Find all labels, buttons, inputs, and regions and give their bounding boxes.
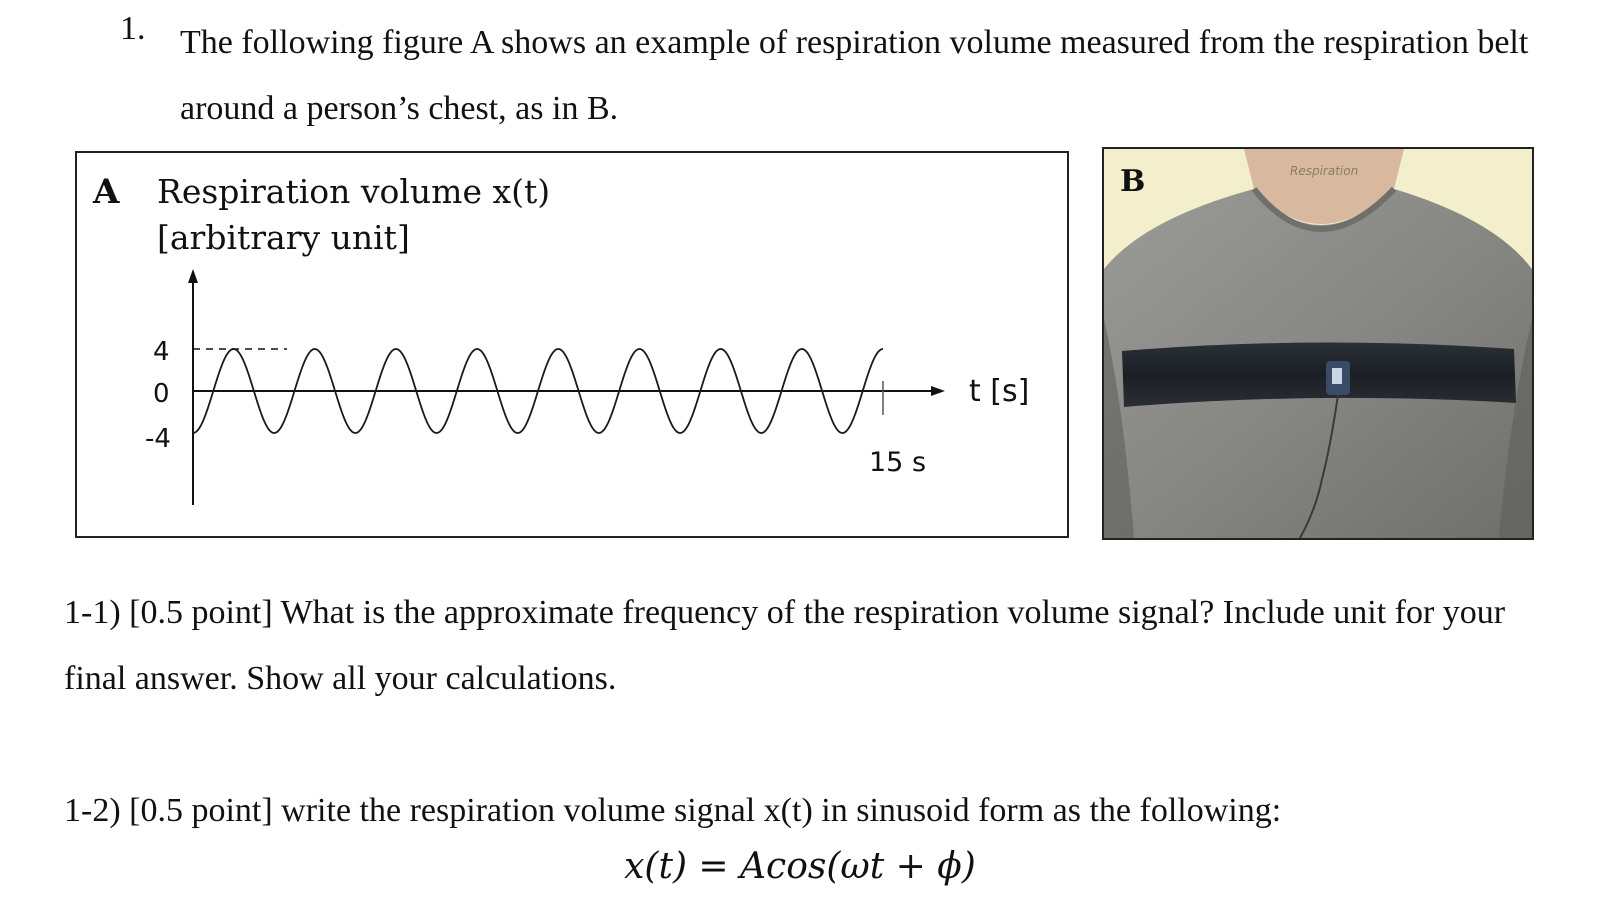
question-number: 1.	[120, 10, 146, 47]
respiration-chart	[77, 153, 1067, 536]
chest-belt-photo	[1104, 149, 1532, 538]
y-tick-label-neg4: -4	[145, 424, 171, 454]
sinusoid-equation: x(t) = Acos(ωt + ϕ)	[624, 846, 976, 887]
question-1-1: 1-1) [0.5 point] What is the approximate frequency of the respiration volume signal? Include unit for your final answer. Show all your calculations.	[64, 594, 1506, 697]
chart-unit-label: [arbitrary unit]	[157, 218, 410, 257]
y-axis-arrow	[188, 269, 198, 283]
figure-a-panel	[75, 151, 1069, 538]
y-tick-label-4: 4	[153, 337, 170, 367]
question-text: The following figure A shows an example of respiration volume measured from the respiration belt around a person’s chest, as in B.	[180, 24, 1529, 127]
respiration-belt	[1122, 342, 1516, 407]
y-tick-label-0: 0	[153, 379, 170, 409]
figure-b-panel	[1102, 147, 1534, 540]
x-axis-label: t [s]	[969, 374, 1030, 409]
x-axis-arrow	[931, 386, 945, 396]
end-time-label: 15 s	[869, 447, 927, 478]
chart-title: Respiration volume x(t)	[157, 172, 551, 211]
sensor-label	[1332, 368, 1342, 384]
figure-b-label: B	[1120, 164, 1146, 199]
question-1-2: 1-2) [0.5 point] write the respiration volume signal x(t) in sinusoid form as the following:	[64, 792, 1282, 829]
figure-a-label: A	[93, 172, 120, 212]
photo-watermark: Respiration	[1290, 164, 1359, 178]
